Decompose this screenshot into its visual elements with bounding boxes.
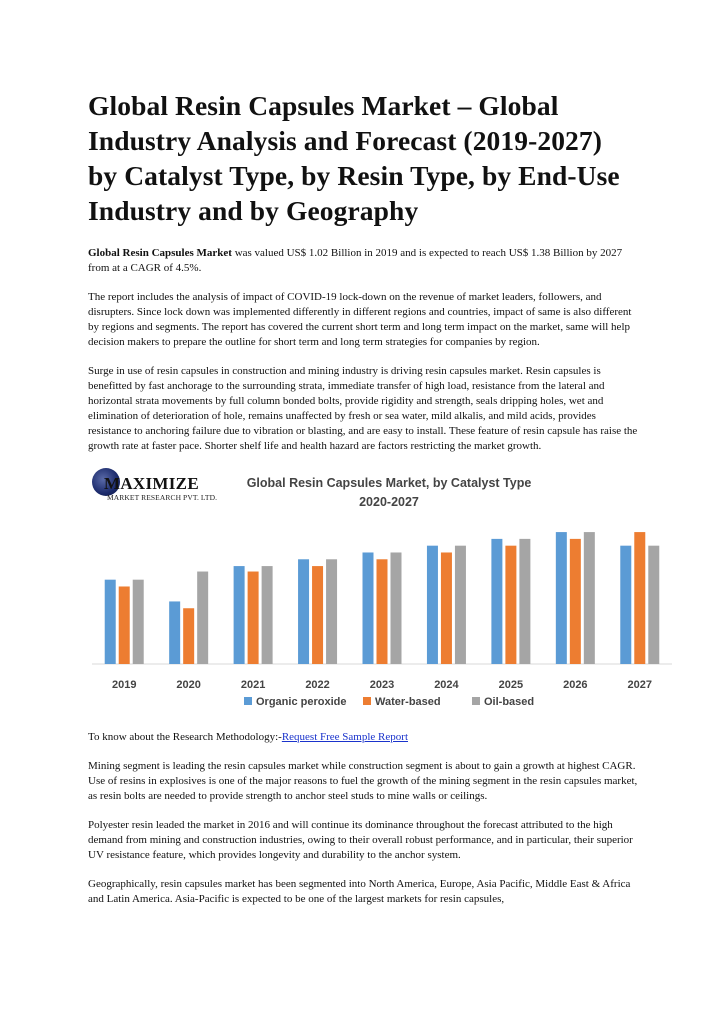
chart-title: Global Resin Capsules Market, by Catalyst Type <box>246 476 532 490</box>
covid-paragraph: The report includes the analysis of impact of COVID-19 lock-down on the revenue of market leaders, followers, and disrupters. Since lock down was implemented differently in different regions and countries, impact of same is also different by regions and segments. The report has covered the current short term and long term impact on the market, same will help decision makers to prepare the outline for short term and long term strategies for companies by region. <box>88 291 632 348</box>
polyester-paragraph: Polyester resin leaded the market in 2016 and will continue its dominance throughout the forecast attributed to the high demand from mining and construction industries, owing to their overall robust performance, and in particular, their superior UV resistance feature, which provides longevity and durability to the anchor system. <box>88 819 633 861</box>
bar-water-based-2026 <box>570 539 581 664</box>
x-tick-label: 2020 <box>176 679 201 691</box>
x-tick-label: 2019 <box>111 679 137 691</box>
bar-water-based-2023 <box>377 559 388 664</box>
bar-oil-based-2020 <box>197 572 208 664</box>
chart-figure <box>84 468 684 718</box>
bar-water-based-2020 <box>183 608 194 664</box>
legend-swatch <box>472 697 480 705</box>
x-tick-label: 2024 <box>434 679 459 691</box>
geography-paragraph: Geographically, resin capsules market has been segmented into North America, Europe, Asia Pacific, Middle East & Africa and Latin America. Asia-Pacific is expected to be one of the largest markets for resin capsules, <box>88 878 631 905</box>
bar-oil-based-2023 <box>391 552 402 664</box>
bar-oil-based-2022 <box>326 559 337 664</box>
bar-water-based-2021 <box>248 572 259 664</box>
bar-organic-peroxide-2025 <box>491 539 502 664</box>
bar-organic-peroxide-2024 <box>427 546 438 664</box>
x-tick-label: 2023 <box>369 679 395 691</box>
bar-oil-based-2019 <box>133 580 144 664</box>
research-text: To know about the Research Methodology:- <box>88 731 282 743</box>
x-tick-label: 2025 <box>498 679 524 691</box>
chart-subtitle: 2020-2027 <box>359 495 419 509</box>
legend-swatch <box>363 697 371 705</box>
bar-oil-based-2025 <box>519 539 530 664</box>
research-paragraph <box>88 730 638 745</box>
legend-label: Water-based <box>375 696 441 708</box>
x-tick-label: 2026 <box>563 679 588 691</box>
legend-swatch <box>244 697 252 705</box>
bar-organic-peroxide-2020 <box>169 601 180 664</box>
intro-bold: Global Resin Capsules Market <box>88 247 232 259</box>
mining-paragraph: Mining segment is leading the resin capsules market while construction segment is about to gain a growth at highest CAGR. Use of resins in explosives is one of the major reasons to fuel the growth of the mining segment in the resin capsules market, as resin bolts are needed to provide strength to anchor steel studs to mine walls or ceilings. <box>88 760 638 802</box>
bar-organic-peroxide-2019 <box>105 580 116 664</box>
bar-oil-based-2026 <box>584 532 595 664</box>
intro-text: was valued US$ 1.02 Billion in 2019 and is expected to reach US$ 1.38 Billion by 2027 from at a CAGR of 4.5%. <box>88 247 623 274</box>
bar-organic-peroxide-2022 <box>298 559 309 664</box>
bar-oil-based-2027 <box>648 546 659 664</box>
bar-chart <box>84 468 684 718</box>
bar-water-based-2022 <box>312 566 323 664</box>
document-page <box>88 88 653 921</box>
x-tick-label: 2027 <box>627 679 653 691</box>
intro-paragraph <box>88 246 638 276</box>
page-title: Global Resin Capsules Market – Global Industry Analysis and Forecast (2019-2027) by Catalyst Type, by Resin Type, by End-Use Industry and by Geography <box>88 90 620 226</box>
bar-oil-based-2024 <box>455 546 466 664</box>
request-sample-link[interactable]: Request Free Sample Report <box>281 731 408 743</box>
legend-label: Organic peroxide <box>256 696 347 708</box>
bar-water-based-2027 <box>634 532 645 664</box>
logo-word: MAXIMIZE <box>104 474 199 493</box>
bar-oil-based-2021 <box>262 566 273 664</box>
bar-water-based-2019 <box>119 586 130 664</box>
x-tick-label: 2022 <box>305 679 330 691</box>
logo-subtitle: MARKET RESEARCH PVT. LTD. <box>107 493 218 502</box>
bar-water-based-2025 <box>505 546 516 664</box>
surge-paragraph: Surge in use of resin capsules in construction and mining industry is driving resin capsules market. Resin capsules is benefitted by fast anchorage to the surrounding strata, immediate transfer of high load, resistance from the lateral and horizontal strata movements by full column bonded bolts, provide rigidity and strength, seals dripping holes, wet and elimination of deterioration of hole, remains unaffected by fresh or sea water, mild alkalis, and mild acids, provides resistance to anchoring failure due to vibration or blasting, and are easy to install. These feature of resin capsule has raise the growth rate at faster pace. Shorter shelf life and health hazard are factors restricting the market growth. <box>88 365 638 452</box>
legend-label: Oil-based <box>484 696 535 708</box>
bar-organic-peroxide-2021 <box>234 566 245 664</box>
bar-organic-peroxide-2023 <box>363 552 374 664</box>
x-tick-label: 2021 <box>240 679 266 691</box>
bar-organic-peroxide-2026 <box>556 532 567 664</box>
bar-organic-peroxide-2027 <box>620 546 631 664</box>
bar-water-based-2024 <box>441 552 452 664</box>
